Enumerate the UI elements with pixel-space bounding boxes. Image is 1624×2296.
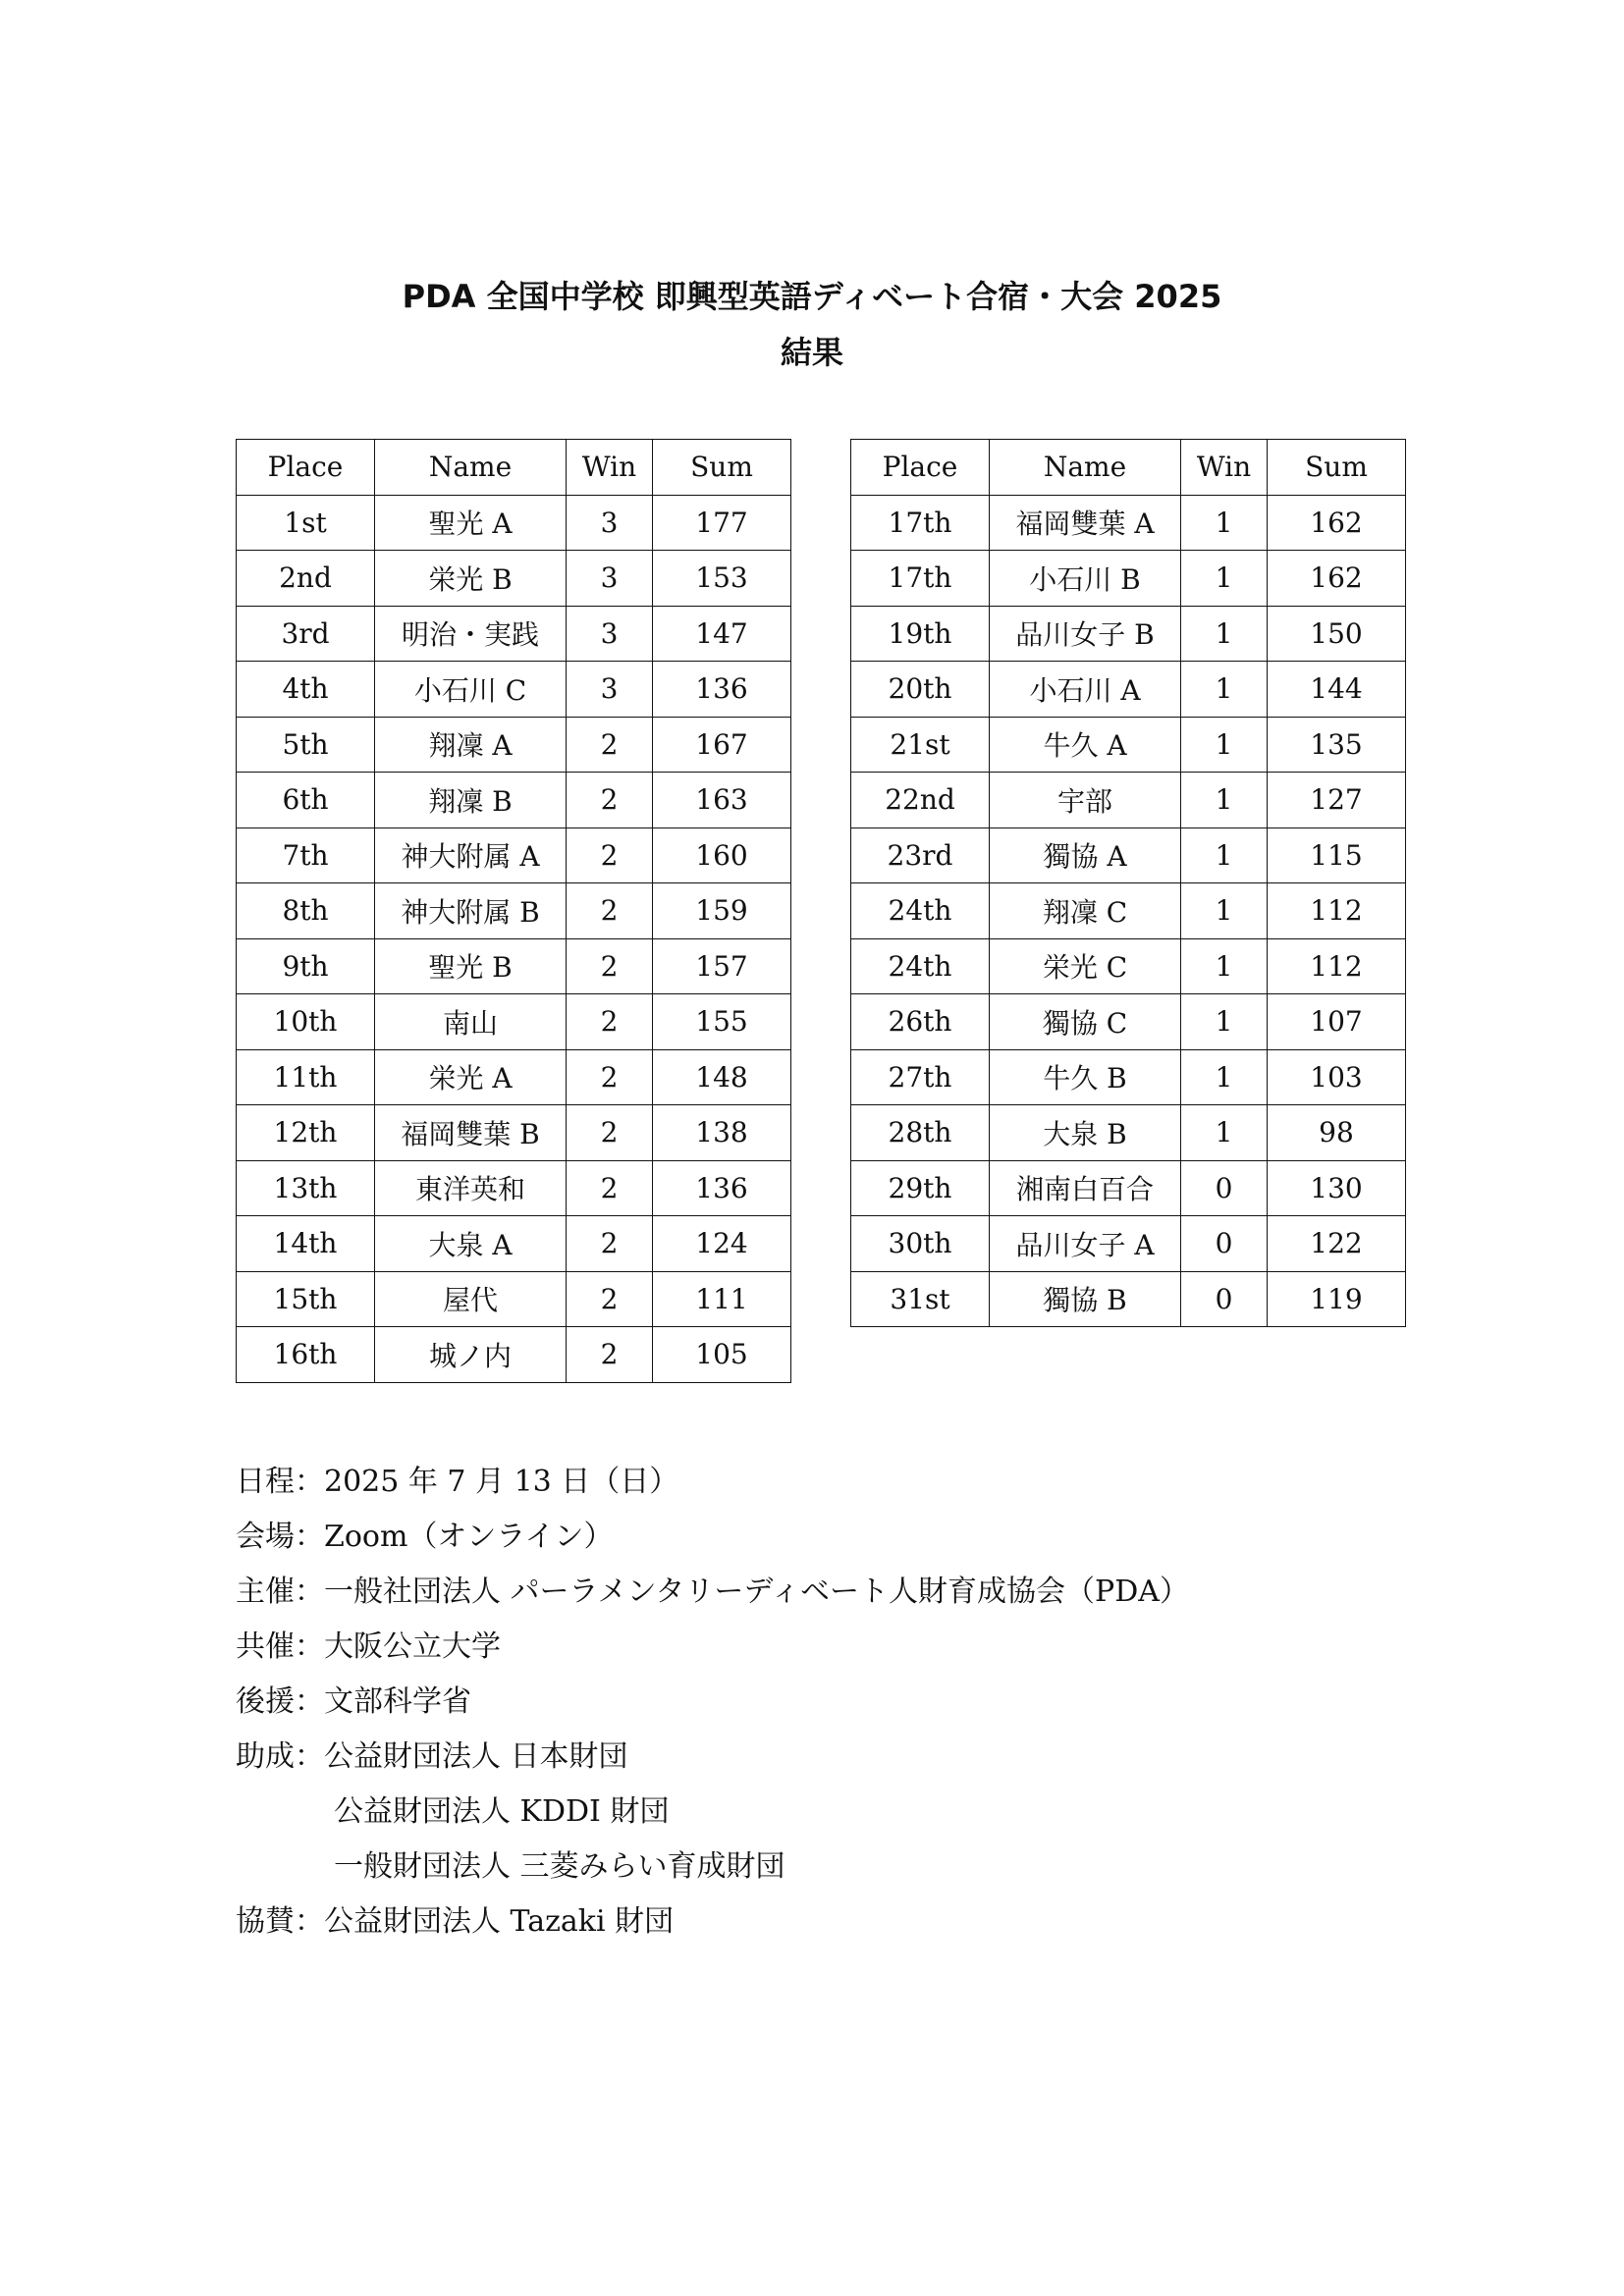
cell-name: 翔凜 A <box>375 717 567 773</box>
cell-win: 2 <box>567 1105 653 1161</box>
cell-sum: 119 <box>1268 1271 1406 1327</box>
results-table-left <box>236 439 791 1383</box>
cell-sum: 98 <box>1268 1105 1406 1161</box>
table-row <box>851 717 1406 773</box>
table-row <box>237 1271 791 1327</box>
cell-place: 22nd <box>851 773 990 828</box>
table-row <box>851 1216 1406 1272</box>
table-row <box>237 495 791 551</box>
table-row <box>237 717 791 773</box>
info-date: 日程：2025 年 7 月 13 日（日） <box>236 1465 679 1499</box>
cell-place: 16th <box>237 1327 375 1383</box>
cell-sum: 127 <box>1268 773 1406 828</box>
column-header-name: Name <box>375 440 567 496</box>
cell-name: 翔凜 C <box>990 883 1181 939</box>
cell-sum: 144 <box>1268 662 1406 718</box>
cell-name: 聖光 A <box>375 495 567 551</box>
cell-place: 30th <box>851 1216 990 1272</box>
cell-name: 栄光 B <box>375 551 567 607</box>
cell-name: 小石川 C <box>375 662 567 718</box>
cell-sum: 162 <box>1268 495 1406 551</box>
column-header-name: Name <box>990 440 1181 496</box>
cell-win: 0 <box>1181 1271 1268 1327</box>
page-title: PDA 全国中学校 即興型英語ディベート合宿・大会 2025 <box>402 278 1222 315</box>
cell-place: 20th <box>851 662 990 718</box>
page-subtitle: 結果 <box>780 334 843 371</box>
cell-win: 1 <box>1181 938 1268 994</box>
column-header-sum: Sum <box>1268 440 1406 496</box>
cell-name: 栄光 C <box>990 938 1181 994</box>
cell-name: 福岡雙葉 B <box>375 1105 567 1161</box>
table-row <box>851 1049 1406 1105</box>
table-row <box>237 1049 791 1105</box>
cell-place: 1st <box>237 495 375 551</box>
info-organizer: 主催：一般社団法人 パーラメンタリーディベート人財育成協会（PDA） <box>236 1575 1189 1609</box>
cell-sum: 162 <box>1268 551 1406 607</box>
cell-sum: 107 <box>1268 994 1406 1050</box>
cell-sum: 167 <box>653 717 791 773</box>
cell-win: 2 <box>567 1271 653 1327</box>
cell-sum: 135 <box>1268 717 1406 773</box>
cell-win: 1 <box>1181 717 1268 773</box>
table-row <box>851 495 1406 551</box>
cell-win: 2 <box>567 773 653 828</box>
cell-win: 2 <box>567 994 653 1050</box>
cell-place: 12th <box>237 1105 375 1161</box>
cell-place: 27th <box>851 1049 990 1105</box>
cell-sum: 112 <box>1268 938 1406 994</box>
cell-name: 宇部 <box>990 773 1181 828</box>
cell-place: 17th <box>851 551 990 607</box>
table-row <box>237 828 791 883</box>
cell-name: 栄光 A <box>375 1049 567 1105</box>
column-header-place: Place <box>237 440 375 496</box>
cell-name: 牛久 B <box>990 1049 1181 1105</box>
table-row <box>237 773 791 828</box>
cell-win: 3 <box>567 495 653 551</box>
cell-sum: 177 <box>653 495 791 551</box>
cell-sum: 148 <box>653 1049 791 1105</box>
cell-win: 0 <box>1181 1160 1268 1216</box>
info-grant: 助成：公益財団法人 日本財団 <box>236 1739 628 1774</box>
table-row <box>851 828 1406 883</box>
cell-sum: 103 <box>1268 1049 1406 1105</box>
table-row <box>237 1216 791 1272</box>
cell-win: 2 <box>567 1216 653 1272</box>
cell-place: 26th <box>851 994 990 1050</box>
cell-place: 8th <box>237 883 375 939</box>
table-row <box>237 994 791 1050</box>
cell-sum: 112 <box>1268 883 1406 939</box>
cell-win: 2 <box>567 883 653 939</box>
cell-name: 聖光 B <box>375 938 567 994</box>
cell-win: 1 <box>1181 883 1268 939</box>
cell-place: 4th <box>237 662 375 718</box>
info-support: 後援：文部科学省 <box>236 1684 471 1719</box>
event-info <box>236 1455 1189 1949</box>
cell-win: 1 <box>1181 1049 1268 1105</box>
cell-sum: 105 <box>653 1327 791 1383</box>
table-row <box>851 883 1406 939</box>
cell-win: 1 <box>1181 828 1268 883</box>
cell-place: 29th <box>851 1160 990 1216</box>
cell-sum: 138 <box>653 1105 791 1161</box>
table-row <box>237 1327 791 1383</box>
cell-place: 19th <box>851 606 990 662</box>
cell-win: 3 <box>567 662 653 718</box>
info-co-host: 共催：大阪公立大学 <box>236 1629 501 1664</box>
cell-sum: 157 <box>653 938 791 994</box>
cell-name: 城ノ内 <box>375 1327 567 1383</box>
cell-place: 31st <box>851 1271 990 1327</box>
results-table-right <box>850 439 1406 1327</box>
cell-sum: 115 <box>1268 828 1406 883</box>
column-header-win: Win <box>1181 440 1268 496</box>
cell-place: 23rd <box>851 828 990 883</box>
cell-place: 24th <box>851 938 990 994</box>
cell-place: 24th <box>851 883 990 939</box>
cell-place: 9th <box>237 938 375 994</box>
table-header-row <box>851 440 1406 496</box>
cell-win: 2 <box>567 828 653 883</box>
table-row <box>851 1105 1406 1161</box>
cell-sum: 153 <box>653 551 791 607</box>
cell-name: 翔凜 B <box>375 773 567 828</box>
table-row <box>237 606 791 662</box>
cell-place: 2nd <box>237 551 375 607</box>
cell-name: 神大附属 A <box>375 828 567 883</box>
cell-sum: 155 <box>653 994 791 1050</box>
cell-place: 6th <box>237 773 375 828</box>
cell-sum: 150 <box>1268 606 1406 662</box>
column-header-sum: Sum <box>653 440 791 496</box>
cell-name: 神大附属 B <box>375 883 567 939</box>
cell-name: 大泉 B <box>990 1105 1181 1161</box>
cell-win: 1 <box>1181 606 1268 662</box>
cell-name: 小石川 A <box>990 662 1181 718</box>
info-grant: 公益財団法人 KDDI 財団 <box>334 1794 670 1829</box>
table-header-row <box>237 440 791 496</box>
cell-name: 品川女子 B <box>990 606 1181 662</box>
cell-win: 1 <box>1181 773 1268 828</box>
info-grant: 一般財団法人 三菱みらい育成財団 <box>334 1849 785 1884</box>
cell-sum: 122 <box>1268 1216 1406 1272</box>
table-row <box>851 773 1406 828</box>
cell-name: 福岡雙葉 A <box>990 495 1181 551</box>
cell-win: 1 <box>1181 551 1268 607</box>
cell-win: 0 <box>1181 1216 1268 1272</box>
cell-sum: 111 <box>653 1271 791 1327</box>
cell-name: 大泉 A <box>375 1216 567 1272</box>
table-row <box>237 1105 791 1161</box>
cell-sum: 163 <box>653 773 791 828</box>
results-table-left-body <box>237 495 791 1382</box>
cell-place: 3rd <box>237 606 375 662</box>
table-row <box>237 938 791 994</box>
cell-win: 1 <box>1181 495 1268 551</box>
cell-place: 10th <box>237 994 375 1050</box>
cell-win: 3 <box>567 606 653 662</box>
cell-place: 5th <box>237 717 375 773</box>
table-row <box>851 938 1406 994</box>
table-row <box>851 1160 1406 1216</box>
cell-name: 東洋英和 <box>375 1160 567 1216</box>
info-sponsor: 協賛：公益財団法人 Tazaki 財団 <box>236 1904 675 1939</box>
cell-win: 2 <box>567 1327 653 1383</box>
cell-place: 14th <box>237 1216 375 1272</box>
table-row <box>851 1271 1406 1327</box>
cell-win: 2 <box>567 938 653 994</box>
cell-place: 21st <box>851 717 990 773</box>
cell-sum: 124 <box>653 1216 791 1272</box>
cell-win: 2 <box>567 717 653 773</box>
cell-sum: 130 <box>1268 1160 1406 1216</box>
cell-name: 牛久 A <box>990 717 1181 773</box>
cell-sum: 160 <box>653 828 791 883</box>
table-row <box>237 662 791 718</box>
results-table-right-body <box>851 495 1406 1327</box>
table-row <box>851 662 1406 718</box>
column-header-win: Win <box>567 440 653 496</box>
cell-win: 1 <box>1181 1105 1268 1161</box>
cell-place: 7th <box>237 828 375 883</box>
info-venue: 会場：Zoom（オンライン） <box>236 1520 614 1554</box>
table-row <box>851 606 1406 662</box>
column-header-place: Place <box>851 440 990 496</box>
cell-place: 15th <box>237 1271 375 1327</box>
table-row <box>851 551 1406 607</box>
cell-name: 品川女子 A <box>990 1216 1181 1272</box>
cell-place: 17th <box>851 495 990 551</box>
table-row <box>237 1160 791 1216</box>
cell-name: 獨協 C <box>990 994 1181 1050</box>
cell-win: 2 <box>567 1049 653 1105</box>
cell-win: 1 <box>1181 994 1268 1050</box>
cell-win: 3 <box>567 551 653 607</box>
cell-win: 2 <box>567 1160 653 1216</box>
cell-place: 28th <box>851 1105 990 1161</box>
cell-sum: 147 <box>653 606 791 662</box>
cell-name: 南山 <box>375 994 567 1050</box>
cell-name: 小石川 B <box>990 551 1181 607</box>
cell-sum: 159 <box>653 883 791 939</box>
cell-place: 13th <box>237 1160 375 1216</box>
cell-name: 獨協 B <box>990 1271 1181 1327</box>
cell-win: 1 <box>1181 662 1268 718</box>
table-row <box>237 551 791 607</box>
table-row <box>851 994 1406 1050</box>
cell-sum: 136 <box>653 662 791 718</box>
cell-name: 屋代 <box>375 1271 567 1327</box>
table-row <box>237 883 791 939</box>
cell-sum: 136 <box>653 1160 791 1216</box>
cell-name: 獨協 A <box>990 828 1181 883</box>
cell-place: 11th <box>237 1049 375 1105</box>
cell-name: 明治・実践 <box>375 606 567 662</box>
cell-name: 湘南白百合 <box>990 1160 1181 1216</box>
